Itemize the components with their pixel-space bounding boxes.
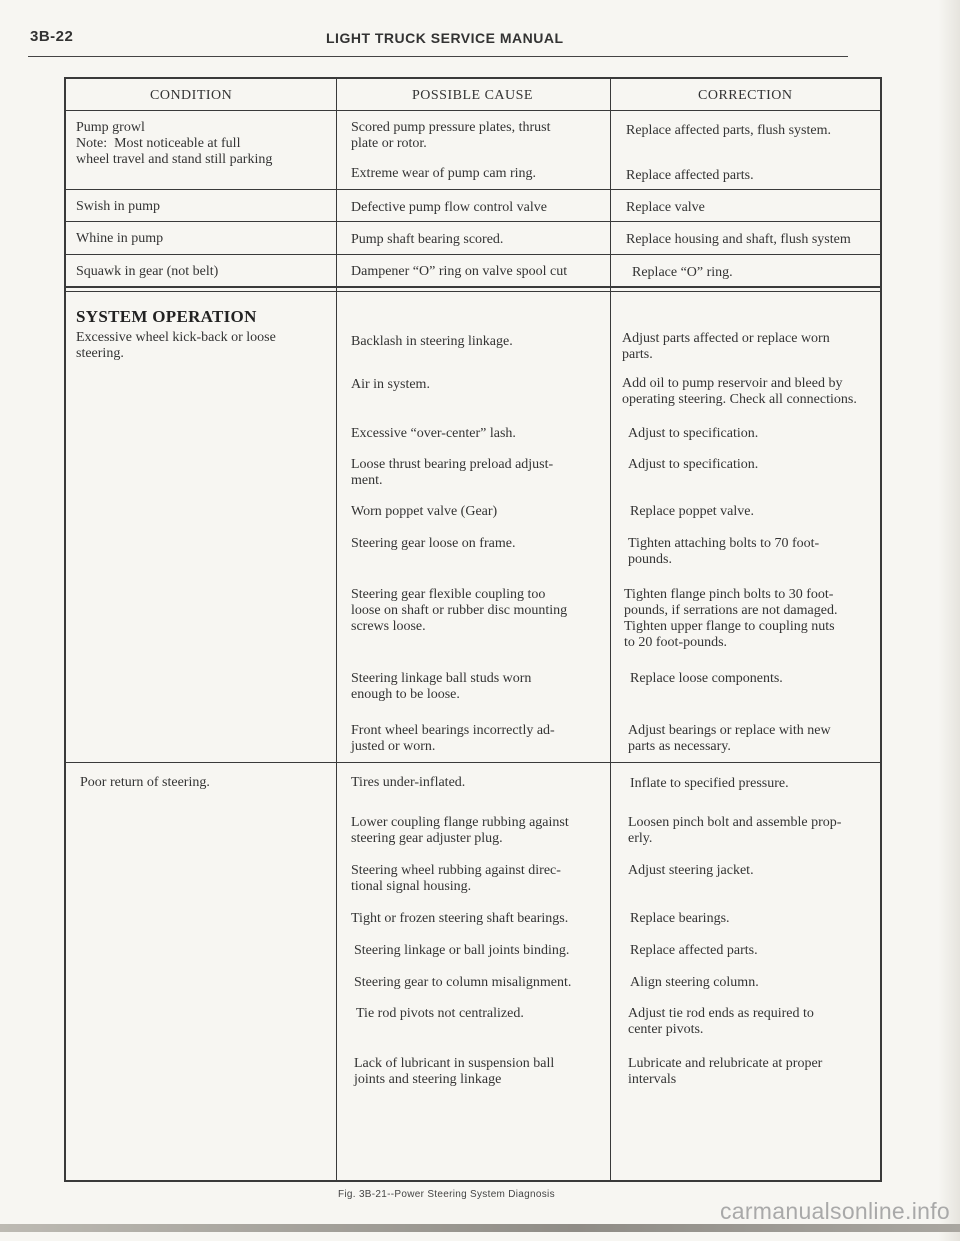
cause-cell: Pump shaft bearing scored. bbox=[351, 232, 504, 247]
header-rule bbox=[28, 56, 848, 57]
correction-cell: Replace “O” ring. bbox=[632, 265, 733, 280]
correction-cell: Adjust to specification. bbox=[628, 426, 759, 441]
cause-cell: Steering gear flexible coupling too loose on shaft or rubber disc mounting screws loose. bbox=[351, 587, 568, 634]
condition-cell: Whine in pump bbox=[76, 231, 164, 246]
correction-cell: Replace loose components. bbox=[630, 671, 783, 686]
correction-cell: Replace bearings. bbox=[630, 911, 730, 926]
condition-cell: Pump growl Note: Most noticeable at full wheel travel and stand still parking bbox=[76, 120, 273, 167]
correction-cell: Loosen pinch bolt and assemble prop- erly. bbox=[628, 815, 842, 846]
page-edge-shadow bbox=[938, 0, 960, 1241]
row-divider bbox=[66, 189, 880, 190]
correction-cell: Adjust bearings or replace with new parts as necessary. bbox=[628, 723, 831, 754]
row-divider bbox=[66, 254, 880, 255]
cause-cell: Tie rod pivots not centralized. bbox=[356, 1006, 524, 1021]
scan-edge-band bbox=[0, 1224, 960, 1232]
correction-cell: Adjust tie rod ends as required to center pivots. bbox=[628, 1006, 814, 1037]
row-divider bbox=[66, 110, 880, 111]
row-divider bbox=[66, 286, 880, 288]
column-header-possible-cause: POSSIBLE CAUSE bbox=[412, 88, 533, 103]
correction-cell: Replace housing and shaft, flush system bbox=[626, 232, 851, 247]
correction-cell: Tighten flange pinch bolts to 30 foot- pounds, if serrations are not damaged. Tighten upper flange to coupling nuts to 20 foot-pounds. bbox=[624, 587, 838, 650]
correction-cell: Align steering column. bbox=[630, 975, 759, 990]
condition-cell: Poor return of steering. bbox=[80, 775, 210, 790]
column-divider bbox=[336, 79, 337, 1180]
cause-cell: Steering gear to column misalignment. bbox=[354, 975, 572, 990]
cause-cell: Tight or frozen steering shaft bearings. bbox=[351, 911, 569, 926]
row-divider bbox=[66, 291, 880, 292]
condition-cell: Swish in pump bbox=[76, 199, 161, 214]
figure-caption: Fig. 3B-21--Power Steering System Diagnosis bbox=[338, 1189, 555, 1200]
page-header bbox=[30, 28, 850, 50]
cause-cell: Steering wheel rubbing against direc- tional signal housing. bbox=[351, 863, 561, 894]
cause-cell: Tires under-inflated. bbox=[351, 775, 466, 790]
page-number: 3B-22 bbox=[30, 28, 74, 45]
correction-cell: Replace affected parts, flush system. bbox=[626, 123, 832, 138]
correction-cell: Replace affected parts. bbox=[626, 168, 754, 183]
cause-cell: Loose thrust bearing preload adjust- ment. bbox=[351, 457, 554, 488]
cause-cell: Excessive “over-center” lash. bbox=[351, 426, 516, 441]
cause-cell: Steering gear loose on frame. bbox=[351, 536, 516, 551]
correction-cell: Adjust to specification. bbox=[628, 457, 759, 472]
cause-cell: Air in system. bbox=[351, 377, 430, 392]
correction-cell: Adjust steering jacket. bbox=[628, 863, 754, 878]
correction-cell: Replace valve bbox=[626, 200, 705, 215]
cause-cell: Steering linkage or ball joints binding. bbox=[354, 943, 570, 958]
condition-cell: Squawk in gear (not belt) bbox=[76, 264, 219, 279]
running-title: LIGHT TRUCK SERVICE MANUAL bbox=[326, 30, 564, 46]
cause-cell: Lack of lubricant in suspension ball joints and steering linkage bbox=[354, 1056, 555, 1087]
cause-cell: Steering linkage ball studs worn enough to be loose. bbox=[351, 671, 532, 702]
correction-cell: Tighten attaching bolts to 70 foot- pounds. bbox=[628, 536, 820, 567]
column-header-condition: CONDITION bbox=[150, 88, 233, 103]
condition-cell: Excessive wheel kick-back or loose steering. bbox=[76, 330, 276, 361]
cause-cell: Defective pump flow control valve bbox=[351, 200, 547, 215]
column-header-correction: CORRECTION bbox=[698, 88, 793, 103]
column-divider bbox=[610, 79, 611, 1180]
correction-cell: Adjust parts affected or replace worn parts. bbox=[622, 331, 830, 362]
cause-cell: Scored pump pressure plates, thrust plate or rotor. bbox=[351, 120, 551, 151]
correction-cell: Replace affected parts. bbox=[630, 943, 758, 958]
row-divider bbox=[66, 762, 880, 763]
diagnosis-table bbox=[64, 77, 882, 1182]
section-title: SYSTEM OPERATION bbox=[76, 307, 257, 326]
row-divider bbox=[66, 221, 880, 222]
watermark: carmanualsonline.info bbox=[719, 1198, 950, 1224]
cause-cell: Dampener “O” ring on valve spool cut bbox=[351, 264, 568, 279]
cause-cell: Backlash in steering linkage. bbox=[351, 334, 513, 349]
correction-cell: Inflate to specified pressure. bbox=[630, 776, 789, 791]
correction-cell: Lubricate and relubricate at proper intervals bbox=[628, 1056, 823, 1087]
cause-cell: Lower coupling flange rubbing against steering gear adjuster plug. bbox=[351, 815, 569, 846]
cause-cell: Extreme wear of pump cam ring. bbox=[351, 166, 537, 181]
cause-cell: Front wheel bearings incorrectly ad- justed or worn. bbox=[351, 723, 555, 754]
correction-cell: Add oil to pump reservoir and bleed by operating steering. Check all connections. bbox=[622, 376, 857, 407]
cause-cell: Worn poppet valve (Gear) bbox=[351, 504, 498, 519]
correction-cell: Replace poppet valve. bbox=[630, 504, 755, 519]
